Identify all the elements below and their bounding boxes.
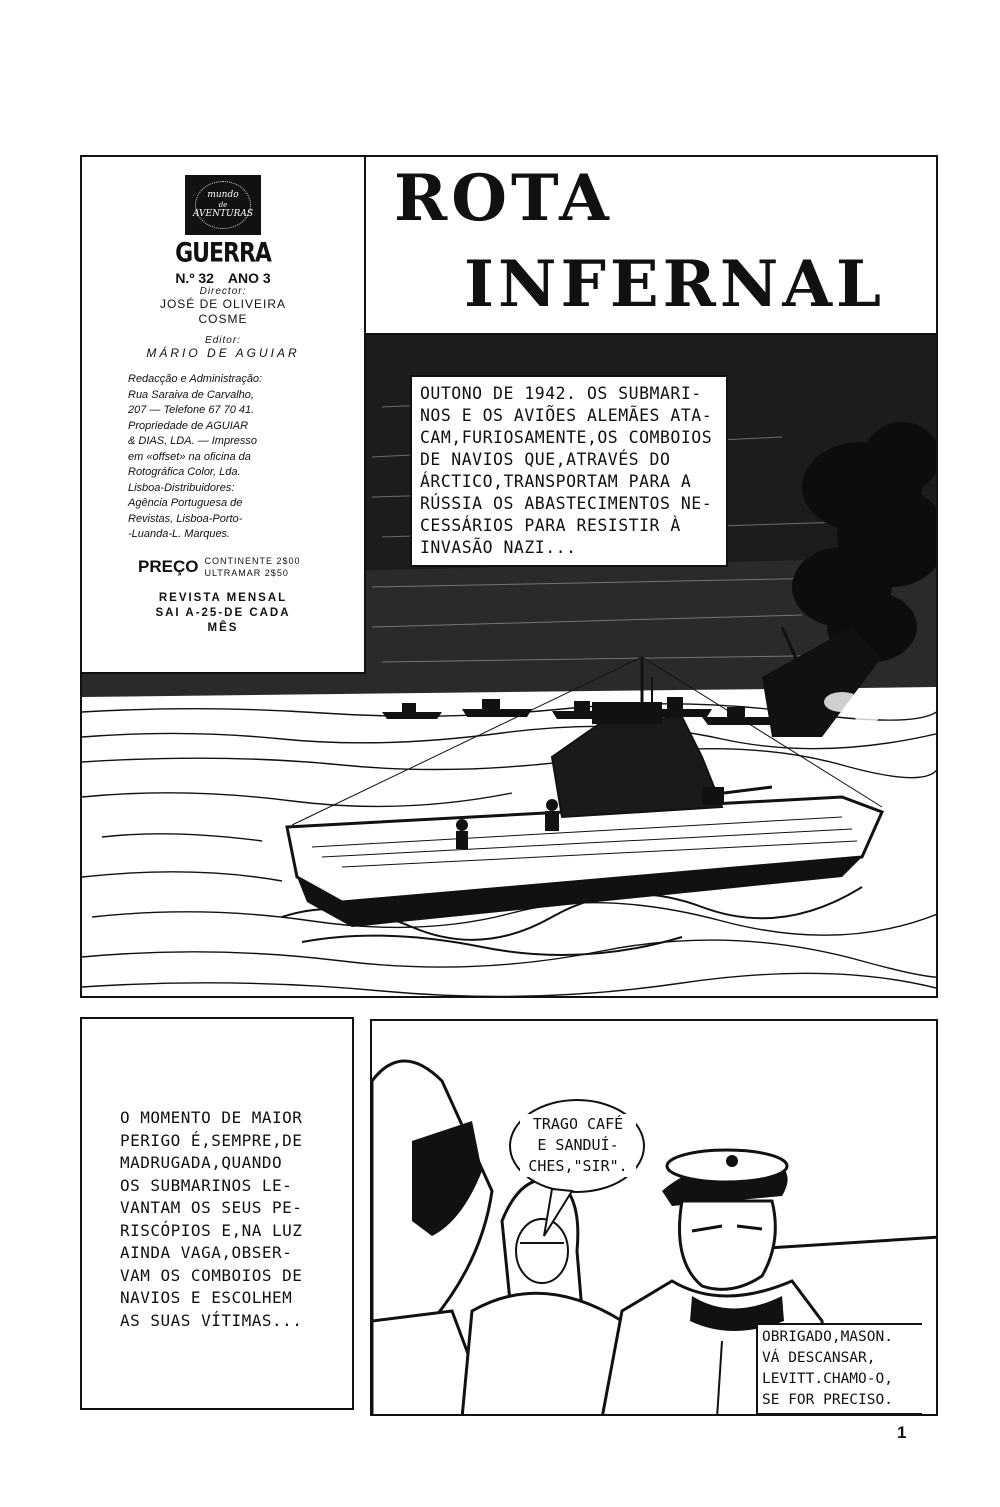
dialogue-line: E SANDUÍ- — [537, 1136, 619, 1154]
admin-line: Lisboa-Distribuidores: — [128, 481, 235, 494]
dialogue-line: OBRIGADO,MASON. — [762, 1329, 893, 1345]
caption-line: VAM OS COMBOIOS DE — [120, 1265, 303, 1285]
caption-line: O MOMENTO DE MAIOR — [120, 1108, 303, 1127]
dialogue-panel — [370, 1019, 938, 1416]
caption-line: NOS E OS AVIÕES ALEMÃES ATA- — [420, 406, 713, 425]
price-label: PREÇO — [138, 556, 199, 576]
admin-line: -Luanda-L. Marques. — [128, 528, 231, 540]
caption-line: AINDA VAGA,OBSER- — [120, 1243, 293, 1262]
title-line-1: ROTA — [394, 161, 613, 236]
monthly-notice — [82, 591, 364, 636]
logo-text-mundo: mundo — [207, 190, 239, 200]
administration-info — [128, 372, 318, 543]
caption-line: DE NAVIOS QUE,ATRAVÉS DO — [420, 450, 671, 469]
speech-box-thanks — [756, 1323, 922, 1415]
dialogue-line: CHES,"SIR". — [528, 1157, 628, 1175]
caption-line: OUTONO DE 1942. OS SUBMARI- — [420, 384, 702, 403]
admin-line: Revistas, Lisboa-Porto- — [128, 512, 243, 525]
dialogue-line: VÁ DESCANSAR, — [762, 1350, 876, 1366]
top-panel — [80, 155, 938, 998]
caption-line: VANTAM OS SEUS PE- — [120, 1198, 303, 1217]
caption-line: OS SUBMARINOS LE- — [120, 1175, 293, 1195]
dawn-caption — [120, 1107, 340, 1332]
caption-line: RÚSSIA OS ABASTECIMENTOS NE- — [420, 494, 713, 513]
editor-label: Editor: — [205, 335, 241, 346]
logo-text-de: de — [218, 201, 228, 209]
price-block — [138, 555, 308, 579]
publisher-logo — [185, 175, 261, 235]
director-name-2: COSME — [198, 312, 248, 326]
monthly-line: SAI A-25-DE CADA — [155, 606, 291, 619]
caption-line: NAVIOS E ESCOLHEM — [120, 1288, 293, 1307]
issue-number: N.º 32 — [175, 270, 214, 286]
caption-panel — [80, 1017, 354, 1410]
caption-line: ÁRCTICO,TRANSPORTAM PARA A — [420, 472, 692, 491]
intro-caption — [410, 375, 728, 567]
caption-line: INVASÃO NAZI... — [420, 538, 577, 557]
caption-line: CESSÁRIOS PARA RESISTIR À — [420, 516, 681, 535]
admin-line: & DIAS, LDA. — Impresso — [128, 435, 257, 447]
dialogue-line: SE FOR PRECISO. — [762, 1392, 893, 1408]
year-number: ANO 3 — [227, 270, 271, 286]
caption-line: AS SUAS VÍTIMAS... — [120, 1310, 303, 1330]
speech-bubble-coffee — [520, 1114, 636, 1177]
price-overseas: ULTRAMAR 2$50 — [204, 567, 289, 578]
price-continent: CONTINENTE 2$00 — [204, 555, 301, 566]
admin-line: Redacção e Administração: — [128, 373, 263, 385]
admin-line: em «offset» na oficina da — [128, 450, 251, 463]
admin-line: Rotográfica Color, Lda. — [128, 466, 241, 478]
editor-name: MÁRIO DE AGUIAR — [146, 346, 300, 360]
caption-line: MADRUGADA,QUANDO — [120, 1153, 283, 1172]
caption-line: CAM,FURIOSAMENTE,OS COMBOIOS — [420, 428, 713, 447]
dialogue-line: TRAGO CAFÉ — [532, 1115, 624, 1133]
page-number: 1 — [897, 1423, 907, 1442]
series-title: GUERRA — [175, 238, 271, 269]
director-name-1: JOSÉ DE OLIVEIRA — [159, 297, 287, 311]
story-title-box — [366, 157, 936, 335]
dialogue-line: LEVITT.CHAMO-O, — [762, 1371, 893, 1387]
masthead-box — [82, 157, 366, 674]
admin-line: 207 — Telefone 67 70 41. — [128, 404, 255, 416]
admin-line: Propriedade de AGUIAR — [128, 419, 249, 432]
logo-text-aventuras: AVENTURAS — [192, 209, 254, 219]
caption-line: RISCÓPIOS E,NA LUZ — [120, 1220, 303, 1240]
caption-line: PERIGO É,SEMPRE,DE — [120, 1130, 303, 1150]
admin-line: Rua Saraiva de Carvalho, — [128, 388, 254, 401]
admin-line: Agência Portuguesa de — [128, 497, 243, 509]
director-label: Director: — [199, 286, 247, 297]
title-line-2: INFERNAL — [464, 247, 885, 322]
monthly-line: MÊS — [207, 621, 239, 634]
monthly-line: REVISTA MENSAL — [158, 591, 288, 604]
